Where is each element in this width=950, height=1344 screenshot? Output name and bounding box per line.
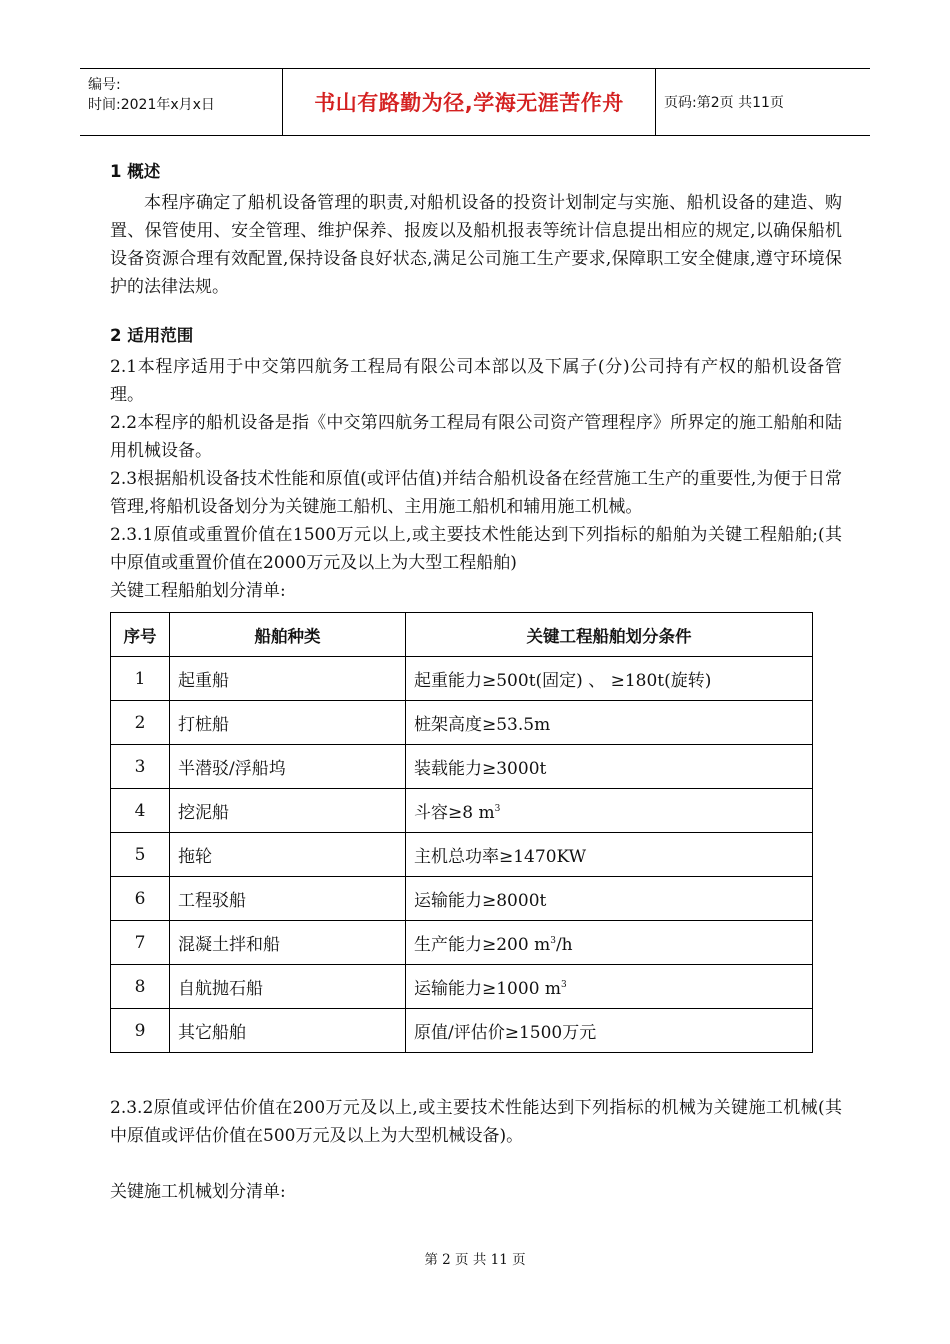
table-row bbox=[111, 877, 813, 921]
row-condition: 桩架高度≥53.5m bbox=[406, 701, 813, 745]
header-page-number: 页码:第2页 共11页 bbox=[664, 95, 784, 111]
clause-2-1: 2.1本程序适用于中交第四航务工程局有限公司本部以及下属子(分)公司持有产权的船机设备管理。 bbox=[110, 357, 842, 405]
header-ship-type: 船舶种类 bbox=[170, 613, 406, 657]
clause-2-3: 2.3根据船机设备技术性能和原值(或评估值)并结合船机设备在经营施工生产的重要性,为便于日常管理,将船机设备划分为关键施工船机、主用施工船机和辅用施工机械。 bbox=[110, 469, 842, 517]
row-no: 4 bbox=[111, 789, 170, 833]
table-header-row bbox=[111, 613, 813, 657]
document-body bbox=[110, 155, 842, 605]
machine-list-title: 关键施工机械划分清单: bbox=[110, 1182, 286, 1202]
row-ship-type: 拖轮 bbox=[170, 833, 406, 877]
row-condition: 运输能力≥1000 $m^3$ bbox=[406, 965, 813, 1009]
table-row bbox=[111, 701, 813, 745]
document-time-label: 时间:2021年x月x日 bbox=[88, 97, 215, 113]
row-no: 5 bbox=[111, 833, 170, 877]
row-condition: 运输能力≥8000t bbox=[406, 877, 813, 921]
row-no: 9 bbox=[111, 1009, 170, 1053]
table-row bbox=[111, 921, 813, 965]
row-ship-type: 半潜驳/浮船坞 bbox=[170, 745, 406, 789]
section-1-paragraph: 本程序确定了船机设备管理的职责,对船机设备的投资计划制定与实施、船机设备的建造、购置、保管使用、安全管理、维护保养、报废以及船机报表等统计信息提出相应的规定,以确保船机设备资源合理有效配置,保持设备良好状态,满足公司施工生产要求,保障职工安全健康,遵守环境保护的法律法规。 bbox=[110, 193, 842, 297]
row-condition: 生产能力≥200 $m^3/h$ bbox=[406, 921, 813, 965]
row-condition: 装载能力≥3000t bbox=[406, 745, 813, 789]
row-ship-type: 工程驳船 bbox=[170, 877, 406, 921]
page-header bbox=[80, 68, 870, 136]
page-footer: 第 2 页 共 11 页 bbox=[424, 1252, 526, 1268]
header-meta bbox=[80, 69, 282, 135]
row-no: 2 bbox=[111, 701, 170, 745]
row-no: 6 bbox=[111, 877, 170, 921]
table-row bbox=[111, 1009, 813, 1053]
document-number-label: 编号: bbox=[88, 77, 121, 93]
row-ship-type: 打桩船 bbox=[170, 701, 406, 745]
clause-2-3-2: 2.3.2原值或评估价值在200万元及以上,或主要技术性能达到下列指标的机械为关键施工机械(其中原值或评估价值在500万元及以上为大型机械设备)。 bbox=[110, 1098, 842, 1146]
row-condition: 斗容≥8 $m^3$ bbox=[406, 789, 813, 833]
clause-2-3-1: 2.3.1原值或重置价值在1500万元以上,或主要技术性能达到下列指标的船舶为关键工程船舶;(其中原值或重置价值在2000万元及以上为大型工程船舶) bbox=[110, 525, 842, 573]
section-2-heading: 2 适用范围 bbox=[110, 326, 194, 345]
table-row bbox=[111, 789, 813, 833]
table-row bbox=[111, 745, 813, 789]
row-ship-type: 混凝土拌和船 bbox=[170, 921, 406, 965]
row-no: 7 bbox=[111, 921, 170, 965]
row-ship-type: 起重船 bbox=[170, 657, 406, 701]
row-no: 8 bbox=[111, 965, 170, 1009]
ship-list-title: 关键工程船舶划分清单: bbox=[110, 581, 286, 601]
row-condition: 起重能力≥500t(固定) 、 ≥180t(旋转) bbox=[406, 657, 813, 701]
table-row bbox=[111, 965, 813, 1009]
clause-2-2: 2.2本程序的船机设备是指《中交第四航务工程局有限公司资产管理程序》所界定的施工船舶和陆用机械设备。 bbox=[110, 413, 842, 461]
row-ship-type: 挖泥船 bbox=[170, 789, 406, 833]
table-row bbox=[111, 657, 813, 701]
key-ship-table bbox=[110, 612, 813, 1053]
superscript: 3 bbox=[550, 936, 556, 946]
header-motto-cell bbox=[282, 69, 656, 135]
row-no: 1 bbox=[111, 657, 170, 701]
row-condition: 原值/评估价≥1500万元 bbox=[406, 1009, 813, 1053]
superscript: 3 bbox=[561, 980, 567, 990]
header-condition: 关键工程船舶划分条件 bbox=[406, 613, 813, 657]
table-row bbox=[111, 833, 813, 877]
row-condition: 主机总功率≥1470KW bbox=[406, 833, 813, 877]
superscript: 3 bbox=[494, 804, 501, 814]
row-ship-type: 其它船舶 bbox=[170, 1009, 406, 1053]
row-ship-type: 自航抛石船 bbox=[170, 965, 406, 1009]
header-page-cell bbox=[656, 69, 870, 135]
document-body-continued bbox=[110, 1094, 842, 1206]
header-motto: 书山有路勤为径,学海无涯苦作舟 bbox=[314, 91, 624, 115]
section-1-heading: 1 概述 bbox=[110, 162, 161, 181]
row-no: 3 bbox=[111, 745, 170, 789]
header-no: 序号 bbox=[111, 613, 170, 657]
